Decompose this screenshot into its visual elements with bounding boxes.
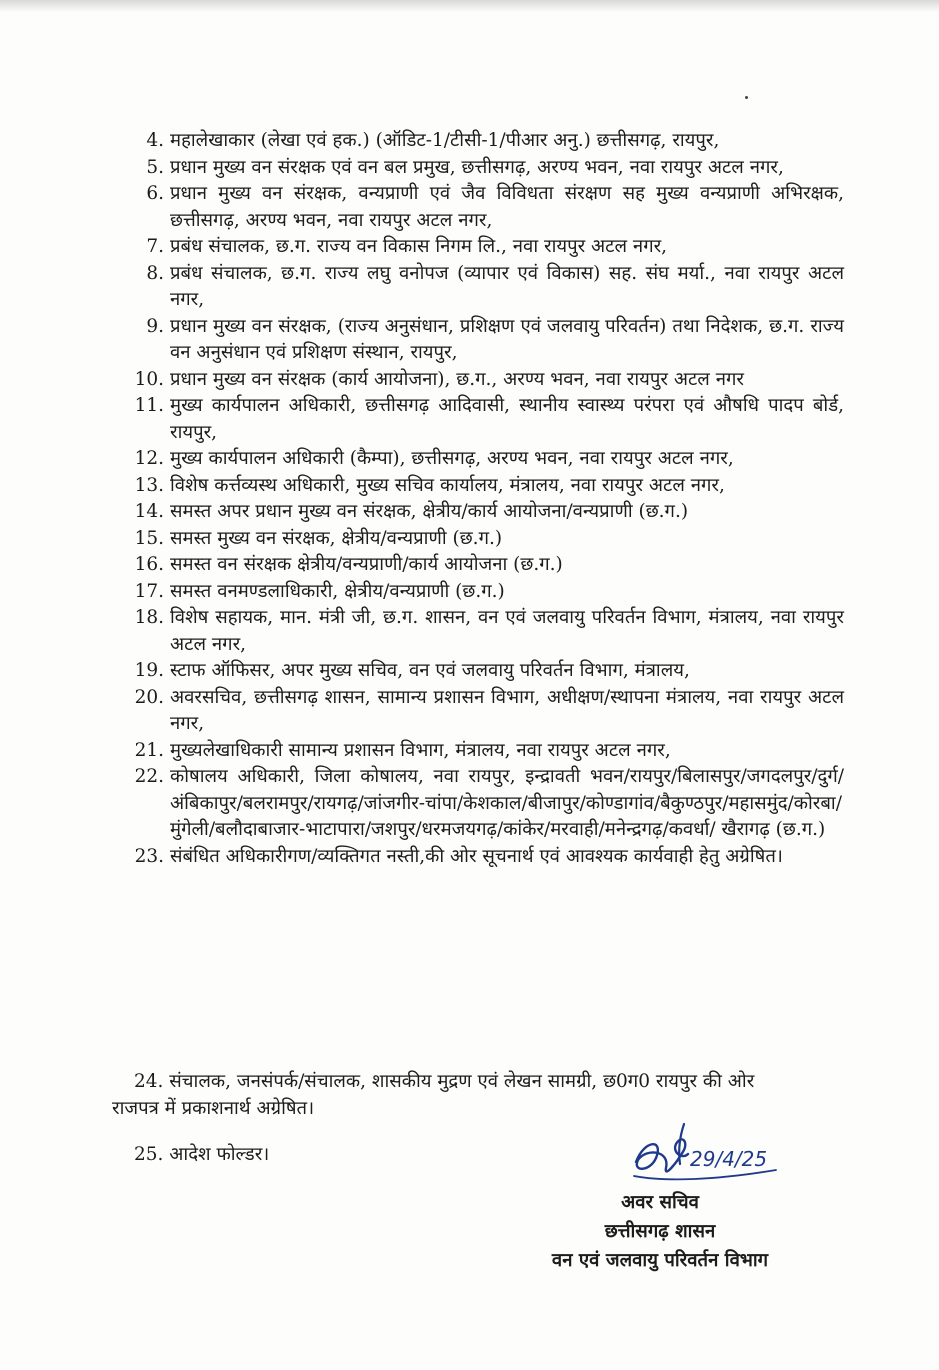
item-number: 6. bbox=[146, 183, 164, 204]
item-number: 13. bbox=[134, 474, 164, 496]
distribution-item bbox=[124, 844, 844, 871]
distribution-item bbox=[124, 605, 844, 658]
distribution-item-24: 24. संचालक, जनसंपर्क/संचालक, शासकीय मुद्रण एवं लेखन सामग्री, छ0ग0 रायपुर की ओर राजपत्र में प्रकाशनार्थ अग्रेषित। bbox=[112, 1071, 755, 1119]
item-text: मुख्य कार्यपालन अधिकारी, छत्तीसगढ़ आदिवासी, स्थानीय स्वास्थ्य परंपरा एवं औषधि पादप बोर्ड, रायपुर, bbox=[170, 395, 844, 443]
signatory-government: छत्तीसगढ़ शासन bbox=[604, 1221, 716, 1242]
item-number: 10. bbox=[134, 368, 164, 390]
distribution-item bbox=[124, 685, 844, 738]
signature-block bbox=[520, 1188, 800, 1275]
distribution-item bbox=[124, 393, 844, 446]
item-text: प्रधान मुख्य वन संरक्षक, वन्यप्राणी एवं जैव विविधता संरक्षण सह मुख्य वन्यप्राणी अभिरक्षक, छत्तीसगढ़, अरण्य भवन, नवा रायपुर अटल नगर, bbox=[170, 183, 844, 231]
item-text: विशेष कर्त्तव्यस्थ अधिकारी, मुख्य सचिव कार्यालय, मंत्रालय, नवा रायपुर अटल नगर, bbox=[170, 474, 725, 496]
distribution-item bbox=[124, 552, 844, 579]
item-text: प्रधान मुख्य वन संरक्षक एवं वन बल प्रमुख, छत्तीसगढ़, अरण्य भवन, नवा रायपुर अटल नगर, bbox=[170, 156, 784, 178]
item-number: 5. bbox=[146, 156, 164, 178]
item-text: प्रधान मुख्य वन संरक्षक, (राज्य अनुसंधान, प्रशिक्षण एवं जलवायु परिवर्तन) तथा निदेशक, छ.ग. राज्य वन अनुसंधान एवं प्रशिक्षण संस्थान, रायपुर, bbox=[170, 315, 844, 363]
distribution-item bbox=[124, 261, 844, 314]
item-text: प्रबंध संचालक, छ.ग. राज्य लघु वनोपज (व्यापार एवं विकास) सह. संघ मर्या., नवा रायपुर अटल नगर, bbox=[170, 262, 844, 310]
item-text: स्टाफ ऑफिसर, अपर मुख्य सचिव, वन एवं जलवायु परिवर्तन विभाग, मंत्रालय, bbox=[170, 660, 690, 681]
distribution-item bbox=[124, 446, 844, 473]
item-number: 23. bbox=[134, 845, 164, 867]
distribution-item bbox=[124, 579, 844, 606]
distribution-item bbox=[124, 764, 844, 844]
item-number: 15. bbox=[134, 527, 164, 549]
signature-date: 29/4/25 bbox=[690, 1147, 768, 1171]
distribution-item bbox=[124, 155, 844, 182]
distribution-item bbox=[124, 658, 844, 685]
distribution-item bbox=[124, 473, 844, 500]
item-text: विशेष सहायक, मान. मंत्री जी, छ.ग. शासन, वन एवं जलवायु परिवर्तन विभाग, मंत्रालय, नवा रायपुर अटल नगर, bbox=[170, 607, 844, 655]
item-number: 19. bbox=[134, 660, 164, 681]
distribution-item bbox=[124, 367, 844, 394]
page-top-edge bbox=[0, 0, 939, 12]
item-text: संबंधित अधिकारीगण/व्यक्तिगत नस्ती,की ओर सूचनार्थ एवं आवश्यक कार्यवाही हेतु अग्रेषित। bbox=[170, 845, 783, 867]
item-number: 11. bbox=[134, 395, 164, 416]
item-text: समस्त अपर प्रधान मुख्य वन संरक्षक, क्षेत्रीय/कार्य आयोजना/वन्यप्राणी (छ.ग.) bbox=[170, 501, 689, 522]
item-text: मुख्यलेखाधिकारी सामान्य प्रशासन विभाग, मंत्रालय, नवा रायपुर अटल नगर, bbox=[170, 739, 671, 761]
item-text: प्रधान मुख्य वन संरक्षक (कार्य आयोजना), छ.ग., अरण्य भवन, नवा रायपुर अटल नगर bbox=[170, 368, 744, 390]
item-number: 20. bbox=[134, 686, 164, 708]
ink-dot bbox=[745, 96, 748, 99]
item-number: 8. bbox=[146, 262, 164, 284]
item-number: 16. bbox=[134, 554, 164, 575]
item-number: 14. bbox=[134, 501, 164, 522]
item-text: समस्त वन संरक्षक क्षेत्रीय/वन्यप्राणी/कार्य आयोजना (छ.ग.) bbox=[170, 554, 563, 575]
signatory-designation: अवर सचिव bbox=[621, 1192, 699, 1213]
item-number: 12. bbox=[134, 448, 164, 469]
distribution-item bbox=[124, 181, 844, 234]
signatory-department: वन एवं जलवायु परिवर्तन विभाग bbox=[551, 1250, 769, 1271]
item-text: महालेखाकार (लेखा एवं हक.) (ऑडिट-1/टीसी-1/पीआर अनु.) छत्तीसगढ़, रायपुर, bbox=[170, 130, 720, 151]
distribution-item bbox=[124, 499, 844, 526]
distribution-list bbox=[124, 128, 844, 870]
item-number: 4. bbox=[146, 130, 164, 151]
distribution-item bbox=[124, 738, 844, 765]
item-text: मुख्य कार्यपालन अधिकारी (कैम्पा), छत्तीसगढ़, अरण्य भवन, नवा रायपुर अटल नगर, bbox=[170, 448, 734, 469]
item-text: अवरसचिव, छत्तीसगढ़ शासन, सामान्य प्रशासन विभाग, अधीक्षण/स्थापना मंत्रालय, नवा रायपुर अटल नगर, bbox=[170, 686, 844, 734]
distribution-item bbox=[124, 128, 844, 155]
item-text: प्रबंध संचालक, छ.ग. राज्य वन विकास निगम लि., नवा रायपुर अटल नगर, bbox=[170, 236, 668, 257]
item-number: 18. bbox=[134, 607, 164, 628]
handwritten-signature bbox=[626, 1120, 786, 1190]
distribution-item bbox=[124, 234, 844, 261]
item-number: 22. bbox=[134, 766, 164, 787]
distribution-item bbox=[124, 526, 844, 553]
item-number: 17. bbox=[134, 580, 164, 602]
item-text: समस्त वनमण्डलाधिकारी, क्षेत्रीय/वन्यप्राणी (छ.ग.) bbox=[170, 580, 505, 602]
item-text: समस्त मुख्य वन संरक्षक, क्षेत्रीय/वन्यप्राणी (छ.ग.) bbox=[170, 527, 503, 549]
distribution-item bbox=[124, 314, 844, 367]
item-number: 7. bbox=[146, 236, 164, 257]
item-text: कोषालय अधिकारी, जिला कोषालय, नवा रायपुर, इन्द्रावती भवन/रायपुर/बिलासपुर/जगदलपुर/दुर्ग/अंबिकापुर/बलरामपुर/रायगढ़/जांजगीर-चांपा/केशकाल/बीजापुर/कोण्डागांव/बैकुण्ठपुर/महासमुंद/कोरबा/मुंगेली/बलौदाबाजार-भाटापारा/जशपुर/धरमजयगढ़/कांकेर/मरवाही/मनेन्द्रगढ़/कवर्धा/ खैरागढ़ (छ.ग.) bbox=[170, 766, 844, 840]
item-number: 21. bbox=[134, 739, 164, 761]
item-number: 9. bbox=[146, 315, 164, 337]
distribution-item-25: 25. आदेश फोल्डर। bbox=[134, 1144, 270, 1165]
